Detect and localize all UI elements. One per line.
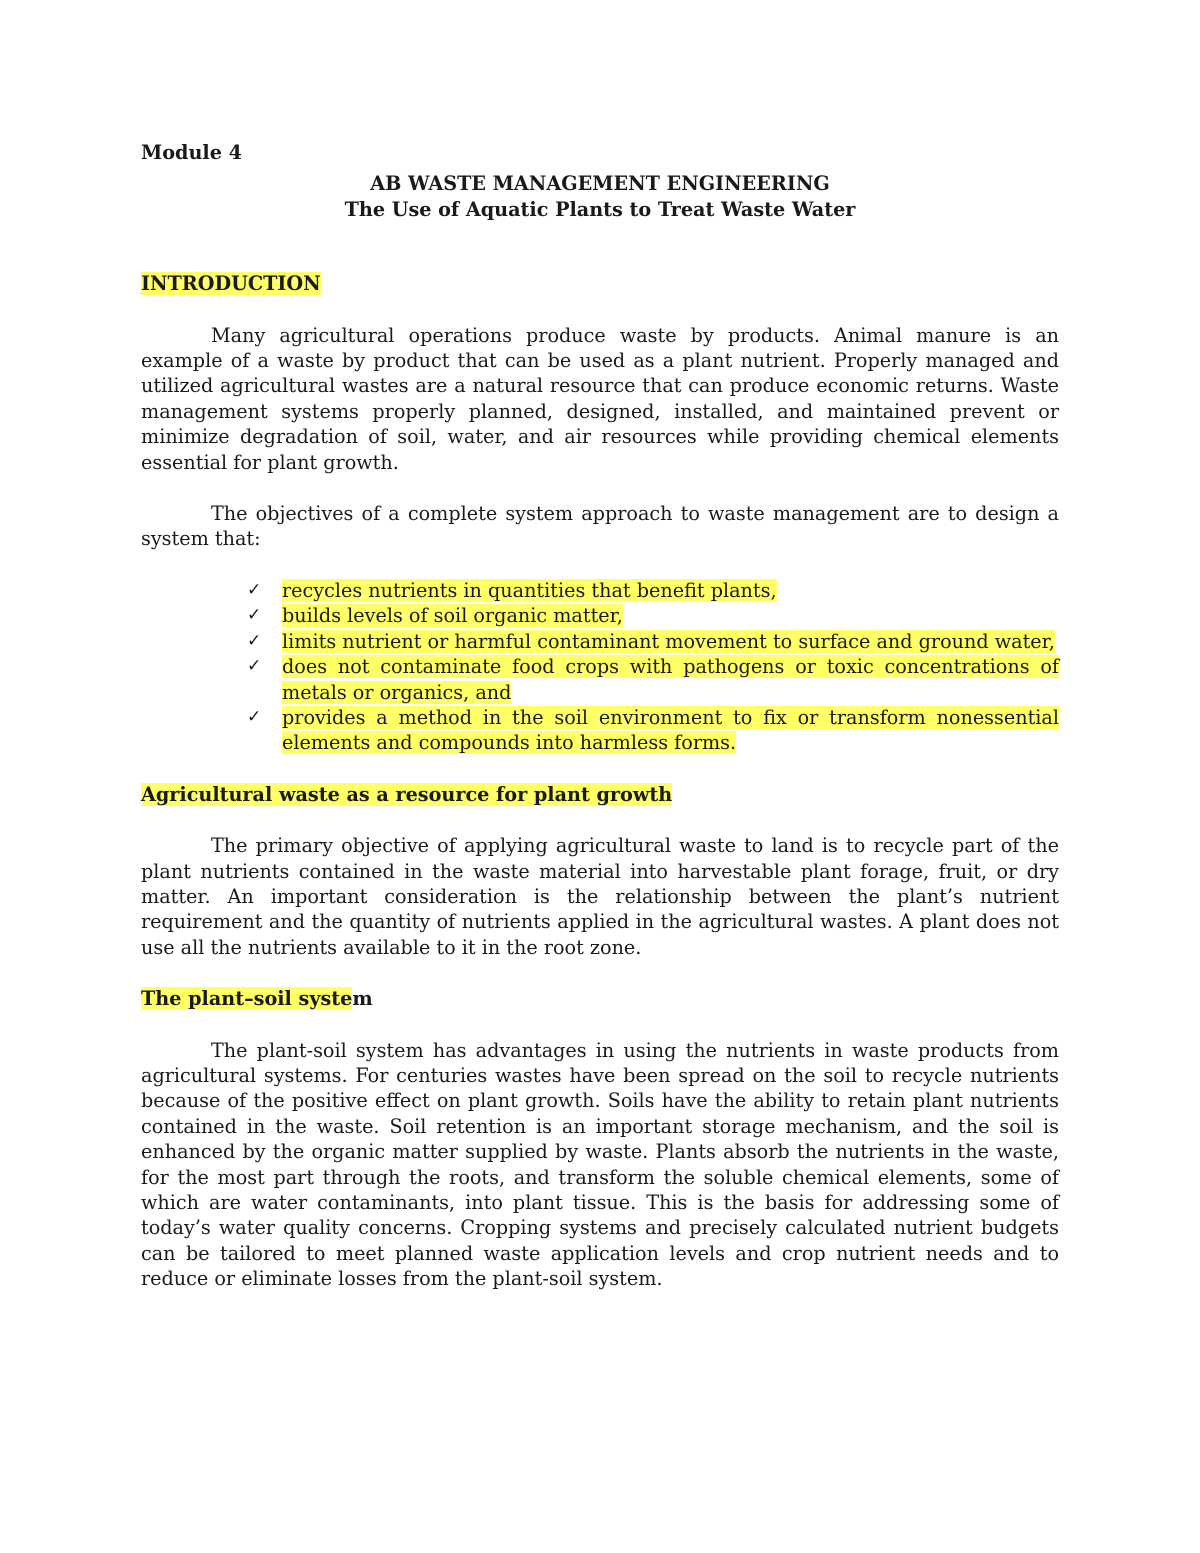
objective-item bbox=[247, 629, 1059, 654]
objective-item bbox=[247, 654, 1059, 705]
objective-text: provides a method in the soil environment to fix or transform nonessential elements and compounds into harmless forms. bbox=[282, 705, 1059, 755]
plant-soil-heading-tail: m bbox=[352, 987, 373, 1011]
introduction-paragraph-2: The objectives of a complete system approach to waste management are to design a system that: bbox=[141, 502, 1059, 551]
objective-text: recycles nutrients in quantities that benefit plants, bbox=[282, 578, 777, 602]
section-heading-introduction bbox=[141, 271, 1059, 296]
module-label: Module 4 bbox=[141, 141, 242, 164]
objective-item bbox=[247, 705, 1059, 756]
document-subtitle: The Use of Aquatic Plants to Treat Waste Water bbox=[344, 197, 856, 221]
check-icon: ✓ bbox=[247, 706, 262, 727]
check-icon: ✓ bbox=[247, 656, 262, 677]
introduction-heading-text: INTRODUCTION bbox=[141, 272, 321, 296]
document-page bbox=[141, 140, 1059, 1318]
objective-text: builds levels of soil organic matter, bbox=[282, 604, 623, 628]
section-heading-plant-soil bbox=[141, 986, 1059, 1011]
check-icon: ✓ bbox=[247, 630, 262, 651]
objective-item bbox=[247, 603, 1059, 628]
objectives-list bbox=[141, 578, 1059, 756]
agricultural-waste-heading-text: Agricultural waste as a resource for plant growth bbox=[141, 782, 673, 806]
plant-soil-paragraph: The plant-soil system has advantages in using the nutrients in waste products from agricultural systems. For centuries wastes have been spread on the soil to recycle nutrients because of the positive effect on plant growth. Soils have the ability to retain plant nutrients contained in the waste. Soil retention is an important storage mechanism, and the soil is enhanced by the organic matter supplied by waste. Plants absorb the nutrients in the waste, for the most part through the roots, and transform the soluble chemical elements, some of which are water contaminants, into plant tissue. This is the basis for addressing some of today’s water quality concerns. Cropping systems and precisely calculated nutrient budgets can be tailored to meet planned waste application levels and crop nutrient needs and to reduce or eliminate losses from the plant-soil system. bbox=[141, 1038, 1059, 1291]
plant-soil-heading-text: The plant–soil syste bbox=[141, 987, 353, 1011]
check-icon: ✓ bbox=[247, 605, 262, 626]
objective-item bbox=[247, 578, 1059, 603]
check-icon: ✓ bbox=[247, 579, 262, 600]
objective-text: does not contaminate food crops with pathogens or toxic concentrations of metals or organics, and bbox=[282, 655, 1059, 704]
agricultural-waste-paragraph: The primary objective of applying agricultural waste to land is to recycle part of the plant nutrients contained in the waste material into harvestable plant forage, fruit, or dry matter. An important consideration is the relationship between the plant’s nutrient requirement and the quantity of nutrients applied in the agricultural wastes. A plant does not use all the nutrients available to it in the root zone. bbox=[141, 834, 1059, 959]
introduction-paragraph-1: Many agricultural operations produce waste by products. Animal manure is an example of a waste by product that can be used as a plant nutrient. Properly managed and utilized agricultural wastes are a natural resource that can produce economic returns. Waste management systems properly planned, designed, installed, and maintained prevent or minimize degradation of soil, water, and air resources while providing chemical elements essential for plant growth. bbox=[141, 323, 1059, 474]
document-title: AB WASTE MANAGEMENT ENGINEERING bbox=[370, 172, 830, 196]
objective-text: limits nutrient or harmful contaminant movement to surface and ground water, bbox=[282, 629, 1055, 653]
section-heading-agricultural-waste bbox=[141, 782, 1059, 807]
